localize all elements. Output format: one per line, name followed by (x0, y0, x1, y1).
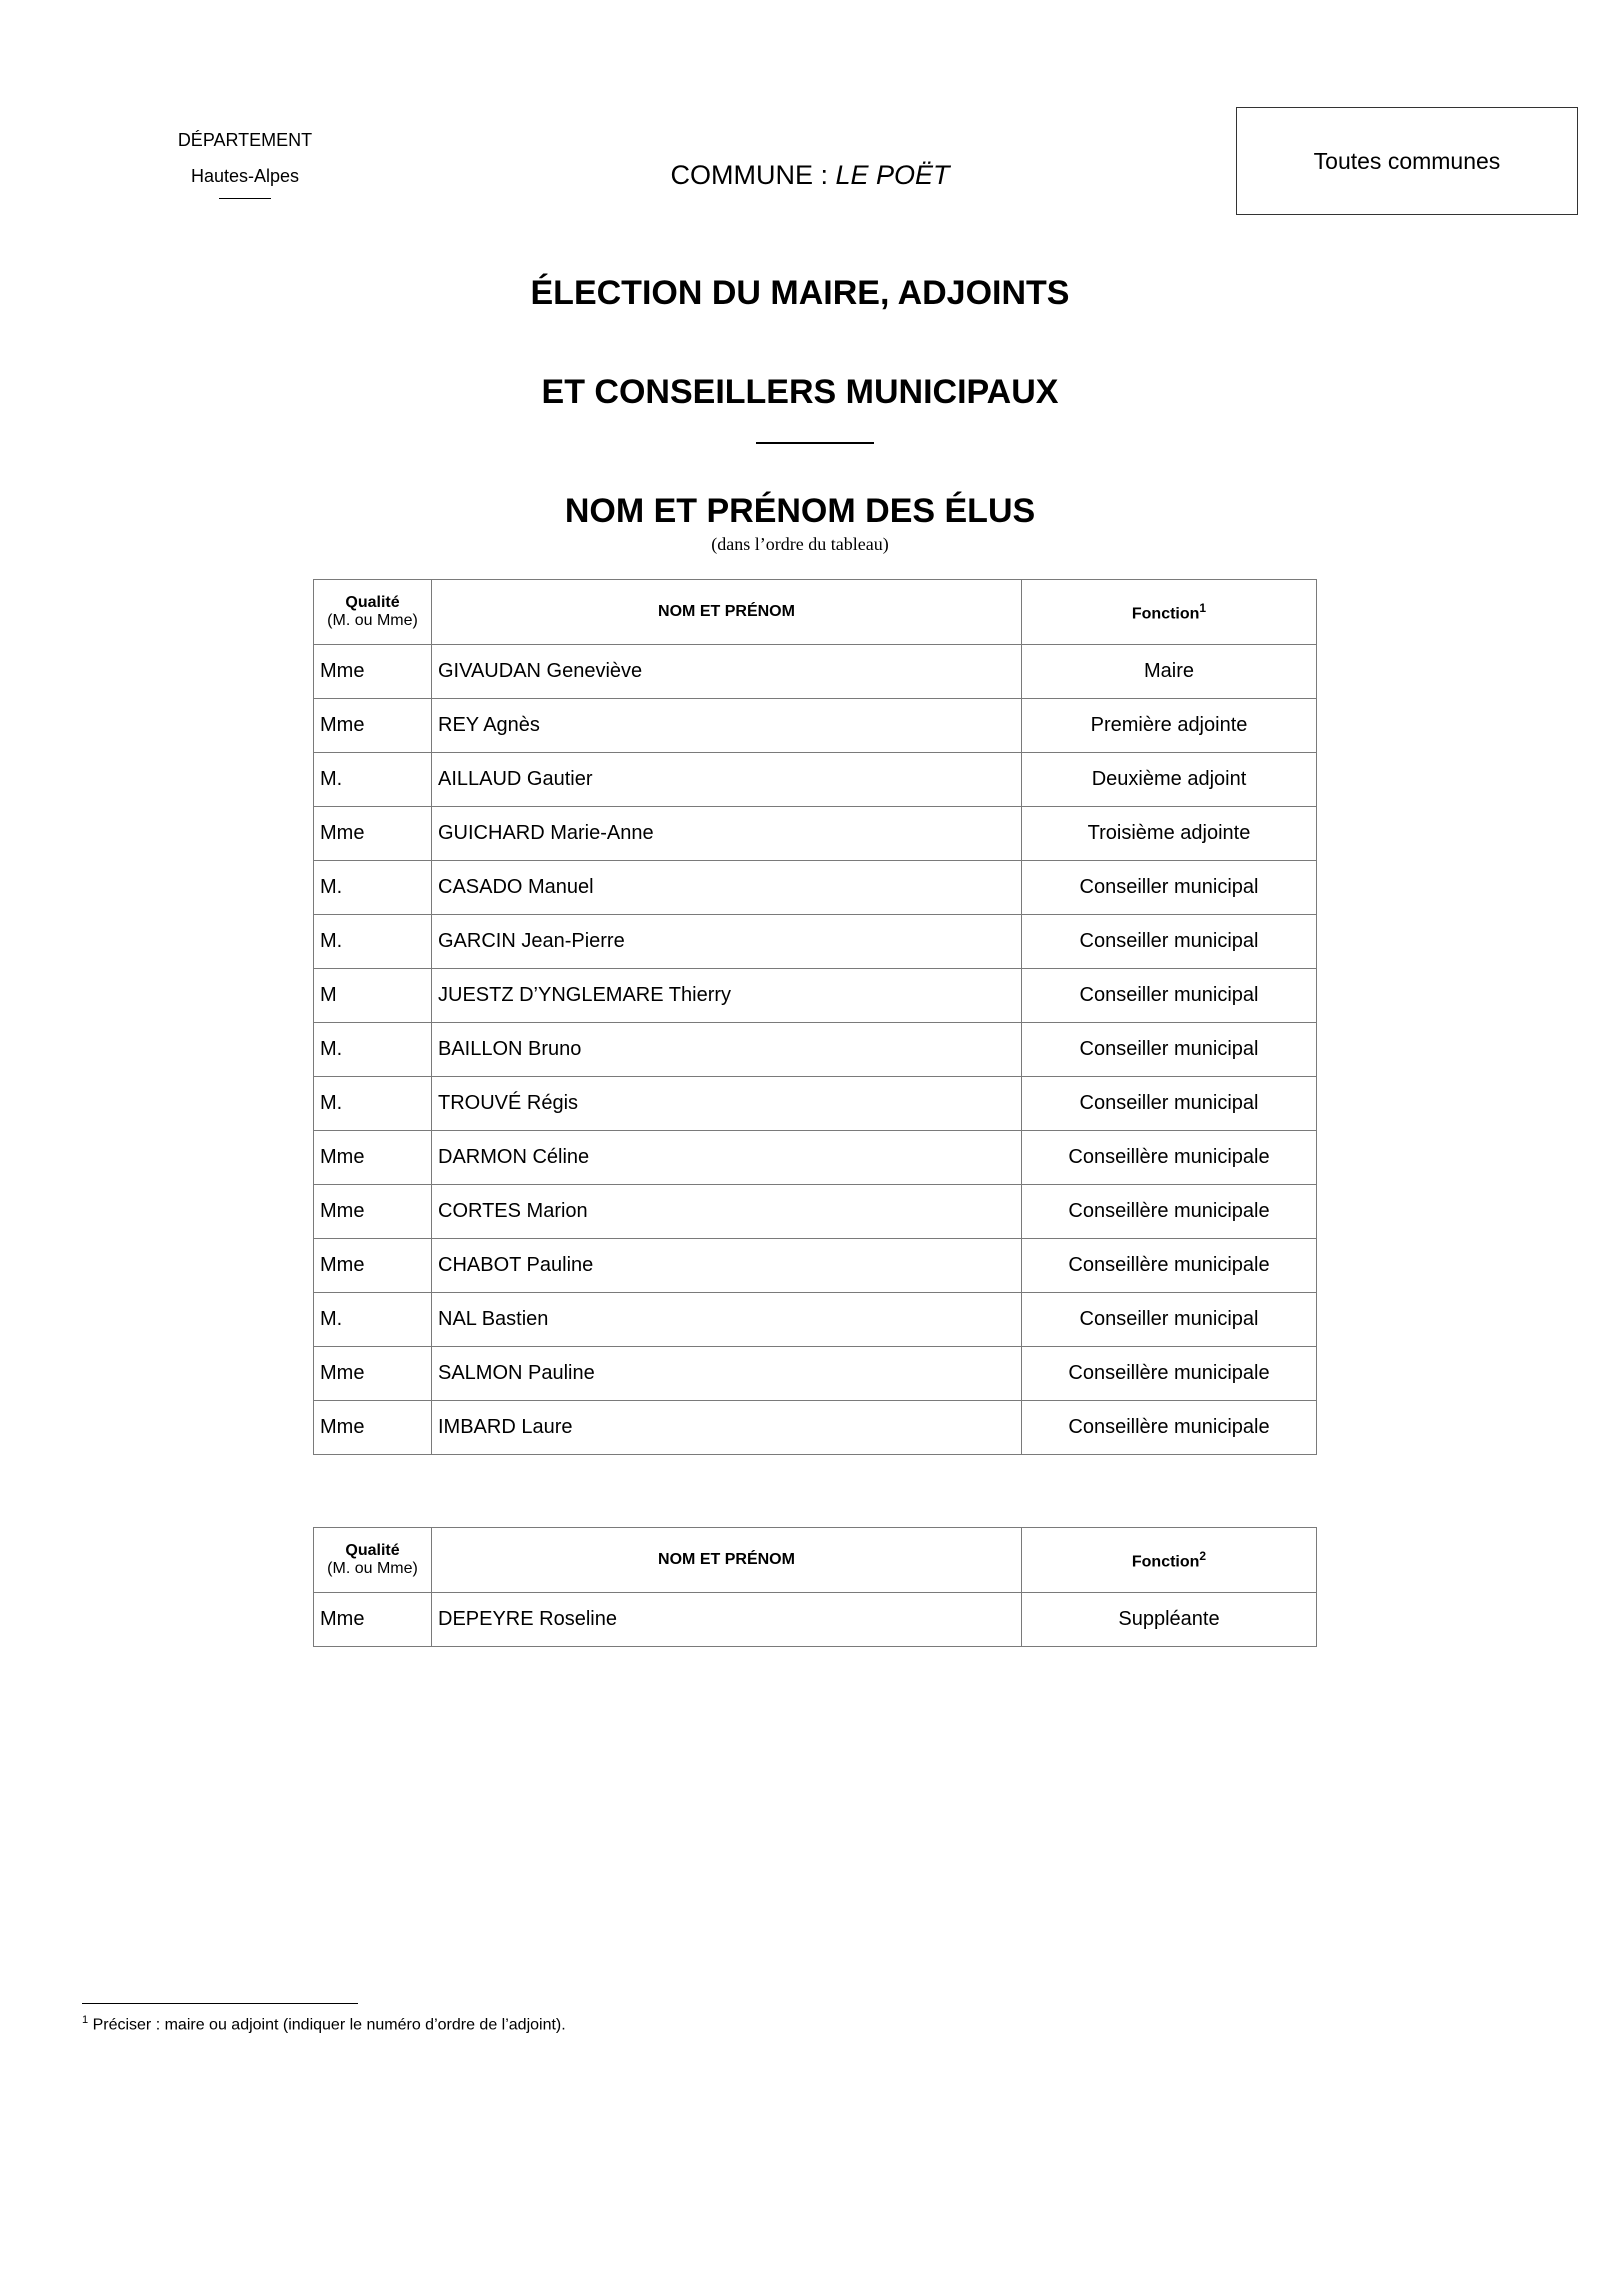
cell-fonction: Première adjointe (1022, 699, 1317, 753)
title-subtitle: (dans l’ordre du tableau) (711, 534, 889, 554)
cell-fonction: Maire (1022, 645, 1317, 699)
table-row (314, 969, 1317, 1023)
table-row (314, 645, 1317, 699)
cell-fonction: Conseiller municipal (1022, 1023, 1317, 1077)
header-fonction (1022, 1528, 1317, 1593)
cell-nom: CORTES Marion (432, 1185, 1022, 1239)
cell-qualite: Mme (314, 699, 432, 753)
title-rule (756, 442, 874, 444)
footnote (82, 2014, 566, 2034)
cell-fonction: Conseillère municipale (1022, 1185, 1317, 1239)
header-qualite (314, 1528, 432, 1593)
title-line-2: ET CONSEILLERS MUNICIPAUX (541, 373, 1059, 411)
cell-fonction: Conseillère municipale (1022, 1401, 1317, 1455)
header-qualite-sub: (M. ou Mme) (327, 612, 418, 629)
cell-fonction: Conseiller municipal (1022, 1077, 1317, 1131)
table-row (314, 861, 1317, 915)
cell-nom: SALMON Pauline (432, 1347, 1022, 1401)
cell-qualite: M. (314, 1023, 432, 1077)
table-row (314, 1023, 1317, 1077)
cell-qualite: Mme (314, 1185, 432, 1239)
table-row (314, 1185, 1317, 1239)
cell-nom: BAILLON Bruno (432, 1023, 1022, 1077)
cell-nom: REY Agnès (432, 699, 1022, 753)
suppleant-table (313, 1527, 1317, 1647)
cell-fonction: Conseiller municipal (1022, 861, 1317, 915)
header-qualite (314, 580, 432, 645)
cell-qualite: M. (314, 861, 432, 915)
cell-fonction: Deuxième adjoint (1022, 753, 1317, 807)
cell-qualite: M. (314, 1077, 432, 1131)
table-row (314, 1401, 1317, 1455)
header-qualite-label: Qualité (345, 594, 400, 611)
cell-qualite: M. (314, 753, 432, 807)
footnote-text: Préciser : maire ou adjoint (indiquer le numéro d’ordre de l’adjoint). (92, 2016, 566, 2034)
cell-fonction: Conseiller municipal (1022, 969, 1317, 1023)
table-row (314, 699, 1317, 753)
table-row (314, 753, 1317, 807)
department-label: DÉPARTEMENT (177, 130, 313, 150)
footnote-rule (82, 2003, 358, 2004)
cell-qualite: M (314, 969, 432, 1023)
cell-fonction: Conseiller municipal (1022, 1293, 1317, 1347)
cell-qualite: Mme (314, 645, 432, 699)
cell-nom: GUICHARD Marie-Anne (432, 807, 1022, 861)
table-row (314, 1077, 1317, 1131)
cell-qualite: M. (314, 915, 432, 969)
header-fonction (1022, 580, 1317, 645)
table-row (314, 1131, 1317, 1185)
cell-qualite: M. (314, 1293, 432, 1347)
elus-table (313, 579, 1317, 1455)
header-fonction-label: Fonction (1131, 605, 1200, 623)
cell-nom: CHABOT Pauline (432, 1239, 1022, 1293)
cell-nom: GIVAUDAN Geneviève (432, 645, 1022, 699)
department-block (140, 130, 350, 199)
department-name: Hautes-Alpes (190, 166, 300, 186)
cell-qualite: Mme (314, 1239, 432, 1293)
cell-qualite: Mme (314, 1347, 432, 1401)
table-row (314, 1293, 1317, 1347)
header-fonction-label: Fonction (1131, 1553, 1200, 1571)
cell-fonction: Troisième adjointe (1022, 807, 1317, 861)
cell-qualite: Mme (314, 807, 432, 861)
header-nom: NOM ET PRÉNOM (432, 1528, 1022, 1593)
cell-nom: AILLAUD Gautier (432, 753, 1022, 807)
table-row (314, 1239, 1317, 1293)
cell-fonction: Conseillère municipale (1022, 1239, 1317, 1293)
cell-fonction: Suppléante (1022, 1593, 1317, 1647)
cell-nom: DARMON Céline (432, 1131, 1022, 1185)
footnote-number: 1 (82, 2014, 89, 2026)
table-header-row (314, 580, 1317, 645)
cell-nom: JUESTZ D’YNGLEMARE Thierry (432, 969, 1022, 1023)
cell-nom: CASADO Manuel (432, 861, 1022, 915)
cell-fonction: Conseiller municipal (1022, 915, 1317, 969)
title-line-3: NOM ET PRÉNOM DES ÉLUS (564, 492, 1036, 530)
cell-nom: TROUVÉ Régis (432, 1077, 1022, 1131)
cell-fonction: Conseillère municipale (1022, 1131, 1317, 1185)
cell-nom: NAL Bastien (432, 1293, 1022, 1347)
cell-nom: GARCIN Jean-Pierre (432, 915, 1022, 969)
cell-fonction: Conseillère municipale (1022, 1347, 1317, 1401)
cell-nom: DEPEYRE Roseline (432, 1593, 1022, 1647)
commune-label: COMMUNE : (670, 160, 828, 190)
title-line-1: ÉLECTION DU MAIRE, ADJOINTS (530, 274, 1070, 312)
cell-qualite: Mme (314, 1401, 432, 1455)
table-row (314, 915, 1317, 969)
table-header-row (314, 1528, 1317, 1593)
header-nom: NOM ET PRÉNOM (432, 580, 1022, 645)
table-row (314, 1593, 1317, 1647)
footnote-ref: 2 (1199, 1548, 1207, 1563)
table-row (314, 807, 1317, 861)
cell-qualite: Mme (314, 1593, 432, 1647)
table-row (314, 1347, 1317, 1401)
commune-name: LE POËT (835, 160, 950, 190)
footnote-ref: 1 (1199, 600, 1207, 615)
commune-heading (560, 160, 1060, 191)
cell-qualite: Mme (314, 1131, 432, 1185)
header-qualite-sub: (M. ou Mme) (327, 1560, 418, 1577)
cell-nom: IMBARD Laure (432, 1401, 1022, 1455)
scope-box: Toutes communes (1236, 107, 1578, 215)
department-rule (219, 198, 271, 199)
header-qualite-label: Qualité (345, 1542, 400, 1559)
